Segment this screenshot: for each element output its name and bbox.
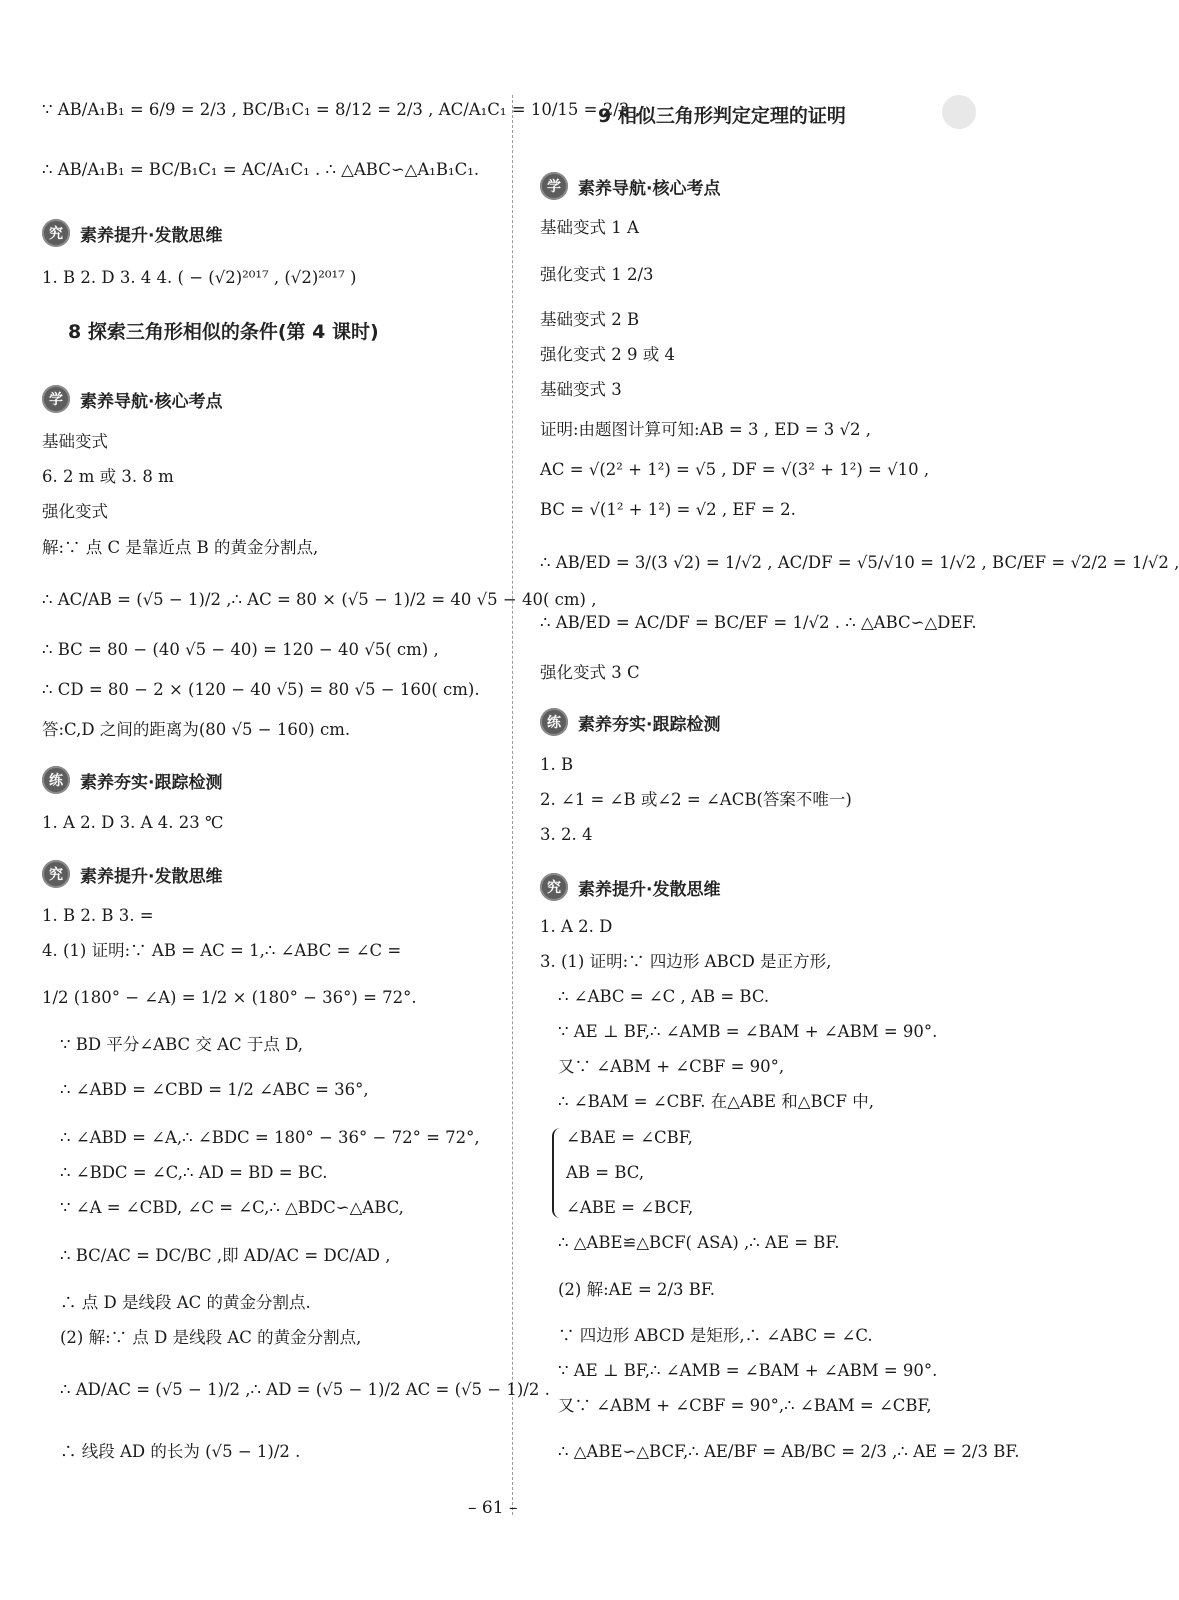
section-header — [540, 872, 720, 902]
section-badge-icon: 学 — [42, 385, 70, 413]
text-line: 解:∵ 点 C 是靠近点 B 的黄金分割点, — [42, 538, 319, 557]
section-header — [42, 765, 222, 795]
section-title: 素养提升·发散思维 — [80, 225, 223, 246]
text-line: ∴ CD = 80 − 2 × (120 − 40 √5) = 80 √5 − 160( cm). — [42, 680, 480, 699]
text-line: ∴ 点 D 是线段 AC 的黄金分割点. — [60, 1293, 311, 1312]
section-badge-icon: 练 — [42, 766, 70, 794]
text-line: 答:C,D 之间的距离为(80 √5 − 160) cm. — [42, 720, 351, 739]
text-line: 1. A 2. D 3. A 4. 23 ℃ — [42, 813, 224, 832]
text-line: ∴ △ABE≌△BCF( ASA) ,∴ AE = BF. — [558, 1233, 840, 1252]
text-line: ∠BAE = ∠CBF, — [566, 1128, 693, 1147]
text-line: 强化变式 2 9 或 4 — [540, 345, 675, 364]
text-line: ∵ ∠A = ∠CBD, ∠C = ∠C,∴ △BDC∽△ABC, — [60, 1198, 404, 1217]
section-title: 素养导航·核心考点 — [578, 178, 721, 199]
text-line: 基础变式 2 B — [540, 310, 640, 329]
corner-stamp — [942, 95, 976, 129]
text-line: 1/2 (180° − ∠A) = 1/2 × (180° − 36°) = 72°. — [42, 988, 417, 1007]
text-line: 1. B 2. D 3. 4 4. ( − (√2)²⁰¹⁷ , (√2)²⁰¹⁷ ) — [42, 268, 357, 287]
text-line: ∴ AC/AB = (√5 − 1)/2 ,∴ AC = 80 × (√5 − 1)/2 = 40 √5 − 40( cm) , — [42, 590, 597, 609]
text-line: 1. B 2. B 3. = — [42, 906, 154, 925]
section-badge-icon: 练 — [540, 708, 568, 736]
text-line: ∴ ∠BDC = ∠C,∴ AD = BD = BC. — [60, 1163, 328, 1182]
section-header — [42, 859, 222, 889]
text-line: ∴ AD/AC = (√5 − 1)/2 ,∴ AD = (√5 − 1)/2 AC = (√5 − 1)/2 . — [60, 1380, 550, 1399]
page-number: – 61 – — [468, 1498, 518, 1518]
text-line: 基础变式 1 A — [540, 218, 639, 237]
text-line: ∴ AB/ED = AC/DF = BC/EF = 1/√2 . ∴ △ABC∽△DEF. — [540, 613, 977, 632]
section-badge-icon: 究 — [42, 219, 70, 247]
text-line: ∵ AE ⊥ BF,∴ ∠AMB = ∠BAM + ∠ABM = 90°. — [558, 1022, 938, 1041]
text-line: ∵ AB/A₁B₁ = 6/9 = 2/3 , BC/B₁C₁ = 8/12 = 2/3 , AC/A₁C₁ = 10/15 = 2/3 , — [42, 100, 640, 119]
section-8-title: 8 探索三角形相似的条件(第 4 课时) — [68, 321, 379, 343]
section-title: 素养夯实·跟踪检测 — [80, 772, 223, 793]
text-line: 强化变式 1 2/3 — [540, 265, 654, 284]
section-title: 素养提升·发散思维 — [80, 866, 223, 887]
text-line: ∴ ∠ABC = ∠C , AB = BC. — [558, 987, 770, 1006]
text-line: ∴ △ABE∽△BCF,∴ AE/BF = AB/BC = 2/3 ,∴ AE = 2/3 BF. — [558, 1442, 1020, 1461]
text-line: ∵ BD 平分∠ABC 交 AC 于点 D, — [60, 1035, 304, 1054]
text-line: 2. ∠1 = ∠B 或∠2 = ∠ACB(答案不唯一) — [540, 790, 852, 809]
text-line: ∴ BC = 80 − (40 √5 − 40) = 120 − 40 √5( cm) , — [42, 640, 439, 659]
section-badge-icon: 究 — [42, 860, 70, 888]
text-line: 又∵ ∠ABM + ∠CBF = 90°,∴ ∠BAM = ∠CBF, — [558, 1396, 932, 1415]
text-line: ∴ ∠ABD = ∠A,∴ ∠BDC = 180° − 36° − 72° = 72°, — [60, 1128, 480, 1147]
text-line: ∴ 线段 AD 的长为 (√5 − 1)/2 . — [60, 1442, 301, 1461]
text-line: 3. 2. 4 — [540, 825, 593, 844]
section-9-title: 9 相似三角形判定定理的证明 — [598, 105, 846, 127]
section-title: 素养提升·发散思维 — [578, 879, 721, 900]
text-line: ∴ AB/A₁B₁ = BC/B₁C₁ = AC/A₁C₁ . ∴ △ABC∽△A₁B₁C₁. — [42, 160, 480, 179]
text-line: BC = √(1² + 1²) = √2 , EF = 2. — [540, 500, 796, 519]
section-header — [540, 171, 720, 201]
text-line: ∵ 四边形 ABCD 是矩形,∴ ∠ABC = ∠C. — [558, 1326, 873, 1345]
text-line: 证明:由题图计算可知:AB = 3 , ED = 3 √2 , — [540, 420, 872, 439]
text-line: 强化变式 — [42, 502, 108, 521]
text-line: 1. B — [540, 755, 574, 774]
text-line: 4. (1) 证明:∵ AB = AC = 1,∴ ∠ABC = ∠C = — [42, 941, 402, 960]
text-line: 基础变式 — [42, 432, 108, 451]
text-line: ∴ ∠BAM = ∠CBF. 在△ABE 和△BCF 中, — [558, 1092, 874, 1111]
section-title: 素养夯实·跟踪检测 — [578, 714, 721, 735]
column-divider — [512, 95, 513, 1515]
text-line: ∴ AB/ED = 3/(3 √2) = 1/√2 , AC/DF = √5/√10 = 1/√2 , BC/EF = √2/2 = 1/√2 , — [540, 553, 1179, 572]
text-line: 1. A 2. D — [540, 917, 613, 936]
text-line: 6. 2 m 或 3. 8 m — [42, 467, 174, 486]
text-line: 基础变式 3 — [540, 380, 622, 399]
section-badge-icon: 究 — [540, 873, 568, 901]
text-line: ∴ ∠ABD = ∠CBD = 1/2 ∠ABC = 36°, — [60, 1080, 369, 1099]
text-line: (2) 解:∵ 点 D 是线段 AC 的黄金分割点, — [60, 1328, 362, 1347]
text-line: 强化变式 3 C — [540, 663, 640, 682]
text-line: (2) 解:AE = 2/3 BF. — [558, 1280, 715, 1299]
text-line: AB = BC, — [566, 1163, 645, 1182]
text-line: AC = √(2² + 1²) = √5 , DF = √(3² + 1²) = √10 , — [540, 460, 930, 479]
section-title: 素养导航·核心考点 — [80, 391, 223, 412]
section-header — [540, 707, 720, 737]
section-header — [42, 218, 222, 248]
text-line: 3. (1) 证明:∵ 四边形 ABCD 是正方形, — [540, 952, 832, 971]
text-line: ∵ AE ⊥ BF,∴ ∠AMB = ∠BAM + ∠ABM = 90°. — [558, 1361, 938, 1380]
text-line: ∠ABE = ∠BCF, — [566, 1198, 694, 1217]
text-line: ∴ BC/AC = DC/BC ,即 AD/AC = DC/AD , — [60, 1246, 391, 1265]
text-line: 又∵ ∠ABM + ∠CBF = 90°, — [558, 1057, 785, 1076]
section-header — [42, 384, 222, 414]
system-brace — [552, 1128, 564, 1218]
section-badge-icon: 学 — [540, 172, 568, 200]
